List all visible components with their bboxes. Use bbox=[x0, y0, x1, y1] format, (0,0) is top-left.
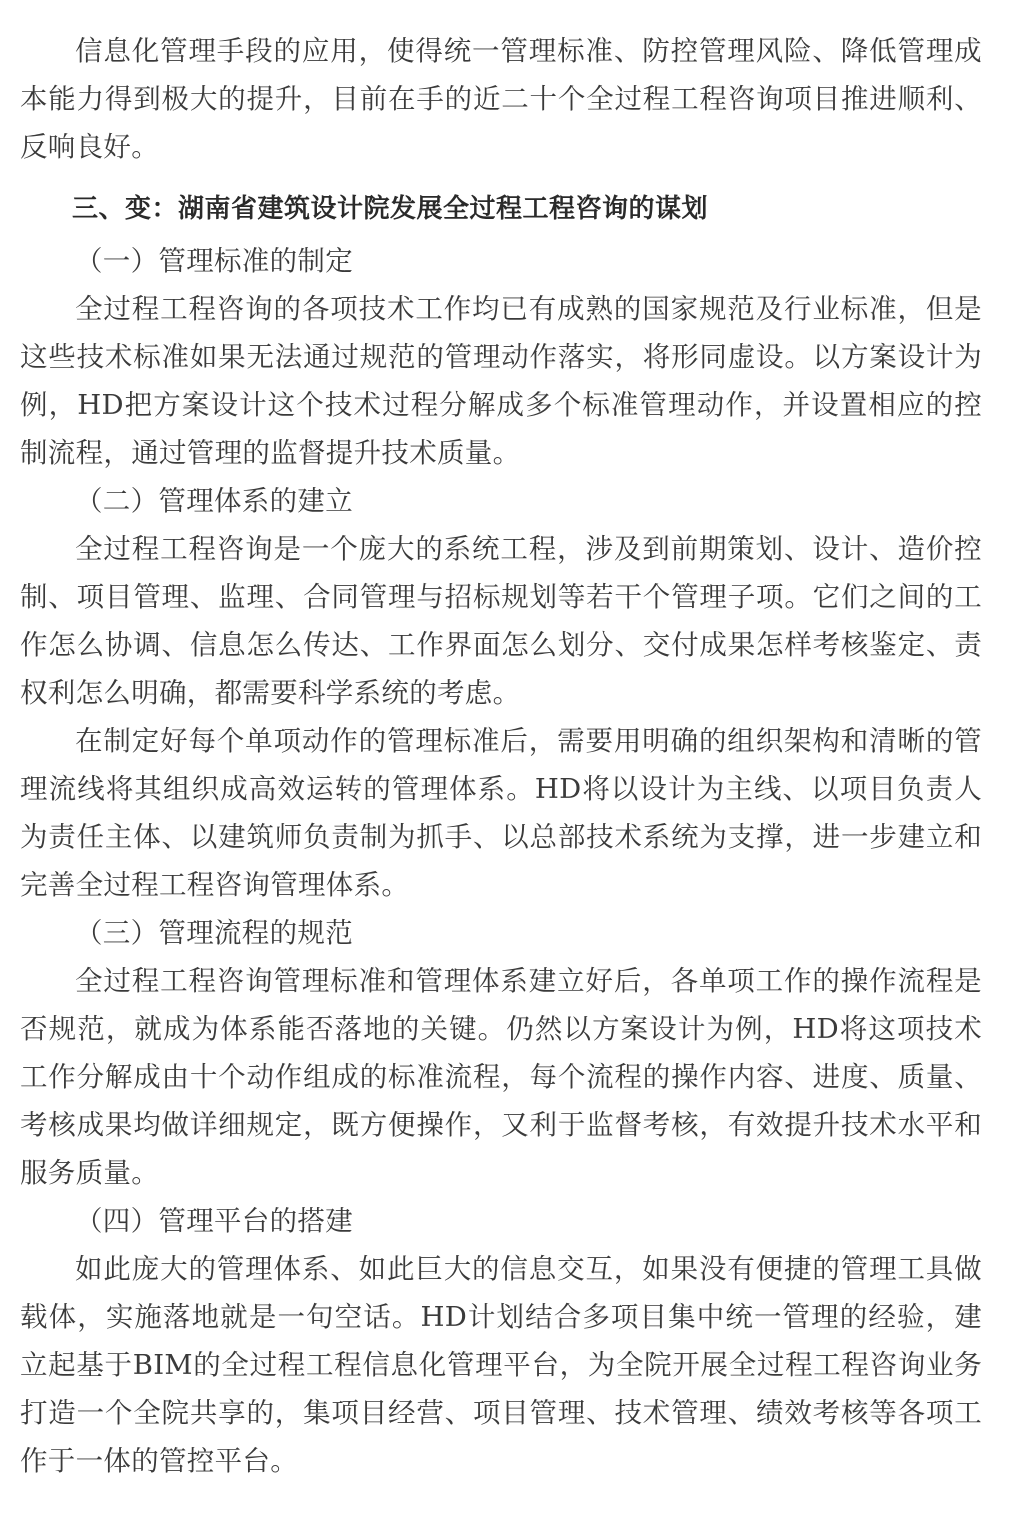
subheading-process-standardization: （三）管理流程的规范 bbox=[75, 917, 353, 949]
paragraph-management-platform: 如此庞大的管理体系、如此巨大的信息交互，如果没有便捷的管理工具做载体，实施落地就是一句空话。HD计划结合多项目集中统一管理的经验，建立起基于BIM的全过程工程信息化管理平台，为全院开展全过程工程咨询业务打造一个全院共享的，集项目经营、项目管理、技术管理、绩效考核等各项工作于一体的管控平台。 bbox=[20, 1253, 982, 1477]
paragraph-management-system-1: 全过程工程咨询是一个庞大的系统工程，涉及到前期策划、设计、造价控制、项目管理、监理、合同管理与招标规划等若干个管理子项。它们之间的工作怎么协调、信息怎么传达、工作界面怎么划分、交付成果怎样考核鉴定、责权利怎么明确，都需要科学系统的考虑。 bbox=[20, 533, 982, 709]
subheading-management-system: （二）管理体系的建立 bbox=[75, 485, 353, 517]
paragraph-management-standards: 全过程工程咨询的各项技术工作均已有成熟的国家规范及行业标准，但是这些技术标准如果无法通过规范的管理动作落实，将形同虚设。以方案设计为例，HD把方案设计这个技术过程分解成多个标准管理动作，并设置相应的控制流程，通过管理的监督提升技术质量。 bbox=[20, 293, 982, 469]
subheading-management-platform: （四）管理平台的搭建 bbox=[75, 1205, 353, 1237]
subheading-management-standards: （一）管理标准的制定 bbox=[75, 245, 353, 277]
article-body bbox=[20, 27, 982, 1485]
paragraph-management-system-2: 在制定好每个单项动作的管理标准后，需要用明确的组织架构和清晰的管理流线将其组织成高效运转的管理体系。HD将以设计为主线、以项目负责人为责任主体、以建筑师负责制为抓手、以总部技术系统为支撑，进一步建立和完善全过程工程咨询管理体系。 bbox=[20, 725, 982, 901]
paragraph-informatization: 信息化管理手段的应用，使得统一管理标准、防控管理风险、降低管理成本能力得到极大的提升，目前在手的近二十个全过程工程咨询项目推进顺利、反响良好。 bbox=[20, 35, 982, 163]
paragraph-process-standardization: 全过程工程咨询管理标准和管理体系建立好后，各单项工作的操作流程是否规范，就成为体系能否落地的关键。仍然以方案设计为例，HD将这项技术工作分解成由十个动作组成的标准流程，每个流程的操作内容、进度、质量、考核成果均做详细规定，既方便操作，又利于监督考核，有效提升技术水平和服务质量。 bbox=[20, 965, 982, 1189]
section-heading-planning: 三、变：湖南省建筑设计院发展全过程工程咨询的谋划 bbox=[72, 194, 709, 224]
